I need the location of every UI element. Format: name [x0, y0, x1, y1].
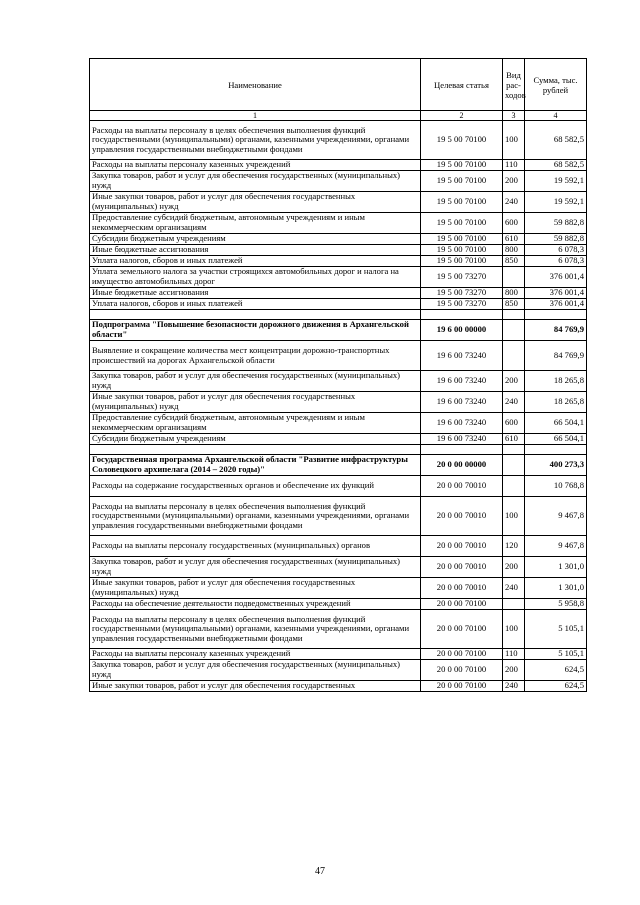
row-name: Субсидии бюджетным учреждениям [90, 434, 421, 445]
row-name: Субсидии бюджетным учреждениям [90, 234, 421, 245]
row-name: Уплата налогов, сборов и иных платежей [90, 256, 421, 267]
row-code: 19 5 00 70100 [421, 171, 503, 192]
table-row [90, 245, 587, 256]
table-row [90, 660, 587, 681]
row-vid [503, 599, 525, 610]
row-sum: 6 078,3 [525, 256, 587, 267]
row-code: 20 0 00 70100 [421, 649, 503, 660]
row-code: 19 5 00 73270 [421, 267, 503, 288]
row-code: 20 0 00 70010 [421, 476, 503, 497]
row-sum: 624,5 [525, 660, 587, 681]
row-sum: 9 467,8 [525, 536, 587, 557]
row-sum: 9 467,8 [525, 497, 587, 536]
row-code: 19 6 00 73240 [421, 341, 503, 371]
row-vid: 600 [503, 413, 525, 434]
page-number: 47 [315, 866, 325, 877]
table-row [90, 371, 587, 392]
table-row [90, 121, 587, 160]
budget-table [89, 58, 587, 692]
column-number-row [90, 111, 587, 121]
table-row [90, 497, 587, 536]
header-vid: Вид рас-ходов [503, 59, 525, 111]
row-code: 19 6 00 73240 [421, 371, 503, 392]
row-sum: 400 273,3 [525, 455, 587, 476]
row-code: 20 0 00 70010 [421, 497, 503, 536]
table-row [90, 413, 587, 434]
row-name: Расходы на выплаты персоналу государственных (муниципальных) органов [90, 536, 421, 557]
table-row [90, 681, 587, 692]
row-vid: 850 [503, 256, 525, 267]
row-vid [503, 267, 525, 288]
table-row [90, 171, 587, 192]
row-sum: 18 265,8 [525, 371, 587, 392]
row-name: Иные закупки товаров, работ и услуг для обеспечения государственных (муниципальных) нужд [90, 392, 421, 413]
table-row [90, 267, 587, 288]
row-sum: 1 301,0 [525, 578, 587, 599]
row-vid [503, 455, 525, 476]
header-code: Целевая статья [421, 59, 503, 111]
row-name: Иные бюджетные ассигнования [90, 288, 421, 299]
row-code: 20 0 00 70100 [421, 660, 503, 681]
row-sum: 68 582,5 [525, 160, 587, 171]
row-code: 19 6 00 73240 [421, 413, 503, 434]
table-row [90, 392, 587, 413]
table-row [90, 557, 587, 578]
table-row [90, 192, 587, 213]
row-code: 19 5 00 73270 [421, 288, 503, 299]
header-name: Наименование [90, 59, 421, 111]
table-row [90, 234, 587, 245]
row-code: 19 5 00 70100 [421, 213, 503, 234]
row-sum: 376 001,4 [525, 267, 587, 288]
row-sum: 59 882,8 [525, 234, 587, 245]
row-name: Расходы на выплаты персоналу казенных учреждений [90, 649, 421, 660]
spacer-row [90, 310, 587, 320]
table-row-subprogram [90, 320, 587, 341]
row-vid: 240 [503, 681, 525, 692]
row-vid: 800 [503, 288, 525, 299]
row-sum: 624,5 [525, 681, 587, 692]
row-sum: 68 582,5 [525, 121, 587, 160]
row-vid: 850 [503, 299, 525, 310]
row-name: Предоставление субсидий бюджетным, автономным учреждениям и иным некоммерческим организациям [90, 213, 421, 234]
row-name: Подпрограмма "Повышение безопасности дорожного движения в Архангельской области" [90, 320, 421, 341]
row-vid: 200 [503, 660, 525, 681]
row-vid: 610 [503, 234, 525, 245]
column-number: 2 [421, 111, 503, 121]
row-name: Расходы на выплаты персоналу в целях обеспечения выполнения функций государственными (муниципальными) органами, казенными учреждениями, органами управления государственными внебюджетными фондами [90, 121, 421, 160]
row-sum: 376 001,4 [525, 288, 587, 299]
row-name: Закупка товаров, работ и услуг для обеспечения государственных (муниципальных) нужд [90, 660, 421, 681]
row-sum: 84 769,9 [525, 341, 587, 371]
column-number: 1 [90, 111, 421, 121]
row-vid: 200 [503, 557, 525, 578]
row-name: Иные закупки товаров, работ и услуг для обеспечения государственных (муниципальных) нужд [90, 578, 421, 599]
table-row [90, 213, 587, 234]
row-sum: 59 882,8 [525, 213, 587, 234]
spacer-row [90, 445, 587, 455]
row-sum: 376 001,4 [525, 299, 587, 310]
row-vid [503, 341, 525, 371]
table-row [90, 341, 587, 371]
row-code: 19 5 00 70100 [421, 192, 503, 213]
row-name: Иные закупки товаров, работ и услуг для обеспечения государственных [90, 681, 421, 692]
row-name: Расходы на содержание государственных органов и обеспечение их функций [90, 476, 421, 497]
table-row [90, 578, 587, 599]
table-row-program [90, 455, 587, 476]
row-code: 19 5 00 70100 [421, 121, 503, 160]
row-name: Иные бюджетные ассигнования [90, 245, 421, 256]
row-vid: 610 [503, 434, 525, 445]
row-vid [503, 476, 525, 497]
row-name: Иные закупки товаров, работ и услуг для обеспечения государственных (муниципальных) нужд [90, 192, 421, 213]
row-code: 20 0 00 70100 [421, 599, 503, 610]
column-number: 3 [503, 111, 525, 121]
row-code: 19 6 00 73240 [421, 434, 503, 445]
table-row [90, 610, 587, 649]
row-vid [503, 320, 525, 341]
row-code: 20 0 00 70010 [421, 557, 503, 578]
table-row [90, 434, 587, 445]
row-sum: 5 105,1 [525, 649, 587, 660]
row-vid: 240 [503, 192, 525, 213]
row-sum: 1 301,0 [525, 557, 587, 578]
row-vid: 100 [503, 497, 525, 536]
row-sum: 18 265,8 [525, 392, 587, 413]
table-row [90, 536, 587, 557]
row-vid: 100 [503, 121, 525, 160]
table-row [90, 160, 587, 171]
row-vid: 100 [503, 610, 525, 649]
row-code: 19 6 00 00000 [421, 320, 503, 341]
row-sum: 84 769,9 [525, 320, 587, 341]
row-vid: 120 [503, 536, 525, 557]
row-sum: 5 105,1 [525, 610, 587, 649]
row-name: Расходы на обеспечение деятельности подведомственных учреждений [90, 599, 421, 610]
row-sum: 19 592,1 [525, 192, 587, 213]
table-row [90, 256, 587, 267]
table-row [90, 299, 587, 310]
row-vid: 600 [503, 213, 525, 234]
table-row [90, 288, 587, 299]
row-code: 20 0 00 70100 [421, 610, 503, 649]
row-vid: 200 [503, 371, 525, 392]
row-name: Уплата земельного налога за участки строящихся автомобильных дорог и налога на имущество автомобильных дорог [90, 267, 421, 288]
row-name: Выявление и сокращение количества мест концентрации дорожно-транспортных происшествий на дорогах Архангельской области [90, 341, 421, 371]
row-sum: 19 592,1 [525, 171, 587, 192]
row-sum: 6 078,3 [525, 245, 587, 256]
row-code: 19 5 00 70100 [421, 256, 503, 267]
table-row [90, 649, 587, 660]
row-code: 20 0 00 70010 [421, 578, 503, 599]
row-name: Закупка товаров, работ и услуг для обеспечения государственных (муниципальных) нужд [90, 557, 421, 578]
row-name: Уплата налогов, сборов и иных платежей [90, 299, 421, 310]
header-sum: Сумма, тыс. рублей [525, 59, 587, 111]
row-code: 20 0 00 00000 [421, 455, 503, 476]
row-code: 19 5 00 70100 [421, 160, 503, 171]
row-vid: 240 [503, 578, 525, 599]
row-vid: 200 [503, 171, 525, 192]
row-sum: 66 504,1 [525, 434, 587, 445]
row-vid: 800 [503, 245, 525, 256]
row-name: Расходы на выплаты персоналу в целях обеспечения выполнения функций государственными (муниципальными) органами, казенными учреждениями, органами управления государственными внебюджетными фондами [90, 610, 421, 649]
row-name: Предоставление субсидий бюджетным, автономным учреждениям и иным некоммерческим организациям [90, 413, 421, 434]
row-code: 19 5 00 70100 [421, 234, 503, 245]
row-name: Закупка товаров, работ и услуг для обеспечения государственных (муниципальных) нужд [90, 171, 421, 192]
row-code: 19 5 00 70100 [421, 245, 503, 256]
table-row [90, 599, 587, 610]
row-name: Расходы на выплаты персоналу казенных учреждений [90, 160, 421, 171]
row-name: Закупка товаров, работ и услуг для обеспечения государственных (муниципальных) нужд [90, 371, 421, 392]
row-sum: 5 958,8 [525, 599, 587, 610]
row-code: 20 0 00 70100 [421, 681, 503, 692]
row-sum: 66 504,1 [525, 413, 587, 434]
row-code: 19 5 00 73270 [421, 299, 503, 310]
table-row [90, 476, 587, 497]
row-vid: 110 [503, 160, 525, 171]
row-name: Расходы на выплаты персоналу в целях обеспечения выполнения функций государственными (муниципальными) органами, казенными учреждениями, органами управления государственными внебюджетными фондами [90, 497, 421, 536]
row-vid: 240 [503, 392, 525, 413]
row-vid: 110 [503, 649, 525, 660]
row-code: 20 0 00 70010 [421, 536, 503, 557]
column-number: 4 [525, 111, 587, 121]
row-name: Государственная программа Архангельской области "Развитие инфраструктуры Соловецкого архипелага (2014 – 2020 годы)" [90, 455, 421, 476]
row-sum: 10 768,8 [525, 476, 587, 497]
row-code: 19 6 00 73240 [421, 392, 503, 413]
